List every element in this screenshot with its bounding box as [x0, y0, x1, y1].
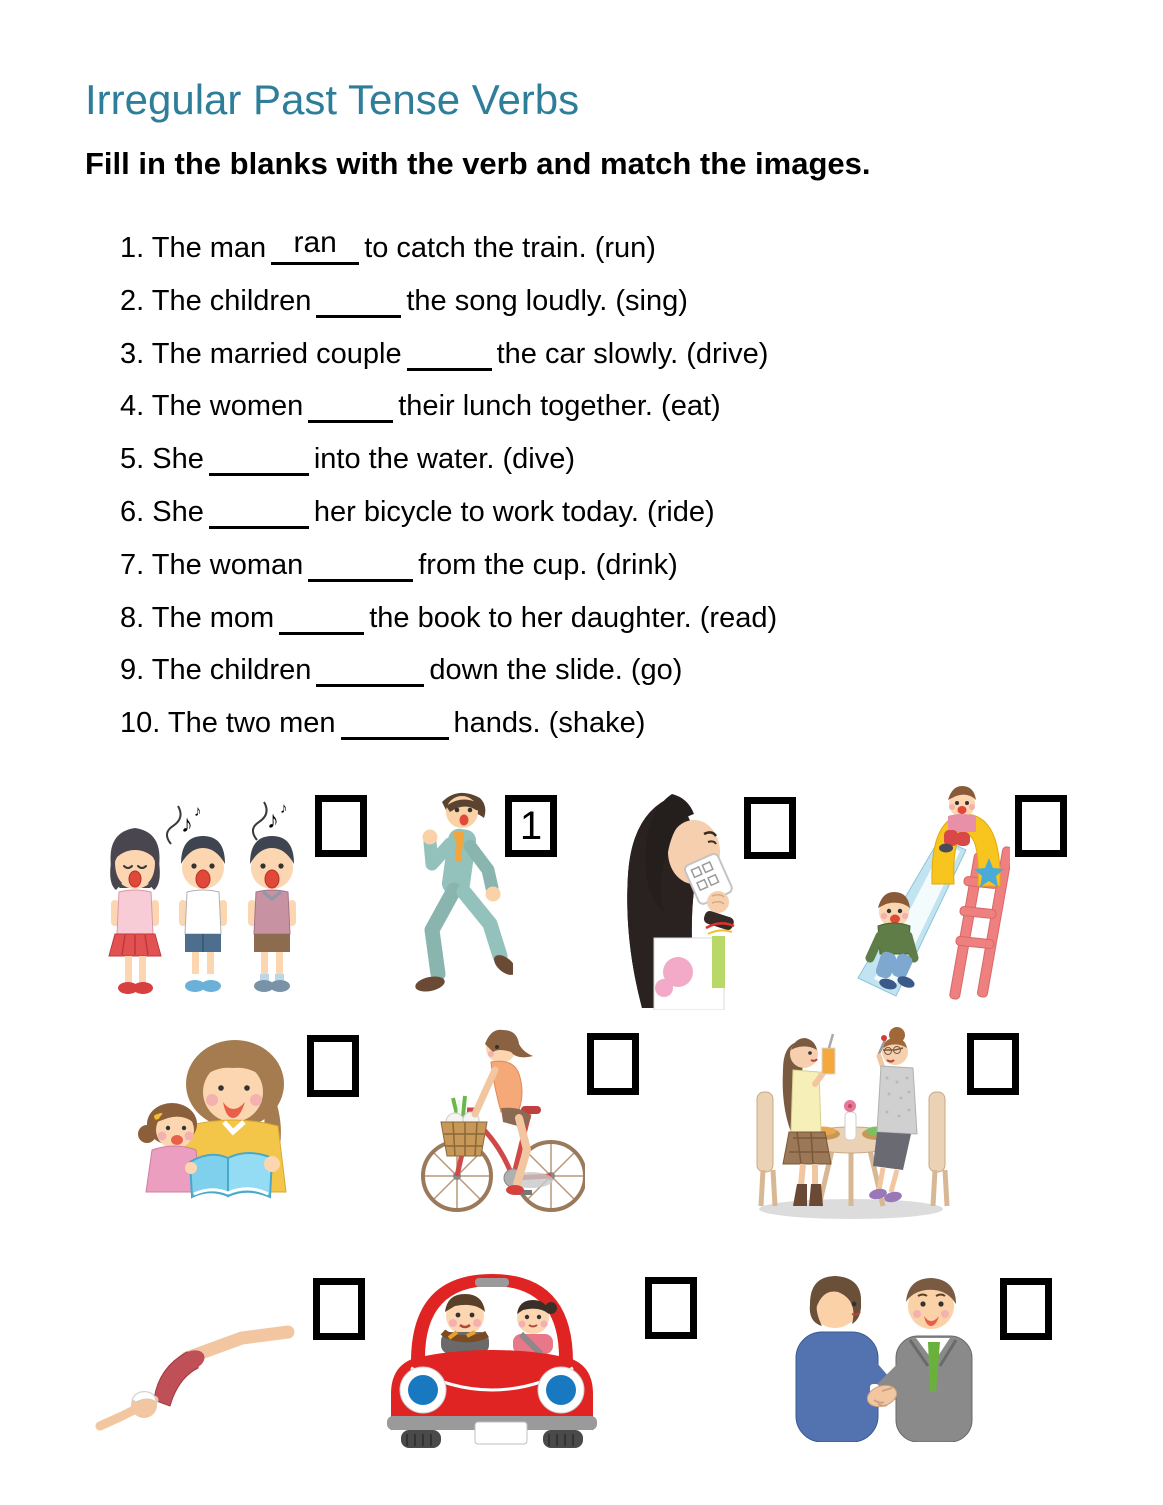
verb-hint: (drive): [686, 337, 769, 370]
match-box[interactable]: [645, 1277, 697, 1339]
question-text-post: the book to her daughter.: [369, 601, 692, 634]
question-text-pre: The woman: [151, 548, 304, 581]
page-title: Irregular Past Tense Verbs: [85, 76, 580, 123]
verb-hint: (drink): [595, 548, 678, 581]
question-number: 3.: [120, 337, 145, 370]
question-text-pre: The two men: [167, 707, 336, 740]
question-number: 1.: [120, 232, 145, 264]
verb-hint: (sing): [615, 284, 688, 317]
question-text-post: the car slowly.: [496, 337, 679, 370]
question-text-post: to catch the train.: [364, 232, 587, 264]
question-text-post: from the cup.: [418, 548, 588, 581]
figure-children-slide: [848, 774, 1010, 1010]
question-row: [120, 328, 777, 381]
answer-text: ran: [293, 226, 337, 259]
figure-woman-bicycle: [413, 1022, 585, 1218]
music-note-icon: ♪: [194, 803, 202, 820]
question-row: [120, 222, 777, 275]
answer-blank[interactable]: [407, 337, 492, 371]
question-number: 8.: [120, 601, 145, 634]
question-number: 5.: [120, 443, 145, 476]
verb-hint: (ride): [646, 495, 715, 528]
question-number: 4.: [120, 390, 145, 423]
question-number: 6.: [120, 495, 145, 528]
question-number: 10.: [120, 707, 161, 740]
question-text-post: hands.: [453, 707, 541, 740]
question-text-post: into the water.: [313, 443, 495, 476]
figure-man-running: [398, 782, 513, 1010]
figure-mom-reading: [132, 1032, 312, 1210]
verb-hint: (read): [699, 601, 778, 634]
question-text-post: the song loudly.: [406, 284, 608, 317]
answer-blank[interactable]: [341, 706, 449, 740]
question-text-pre: The married couple: [151, 337, 402, 370]
match-box[interactable]: [967, 1033, 1019, 1095]
verb-hint: (shake): [548, 707, 646, 740]
figure-women-lunch: [745, 1022, 957, 1222]
answer-blank[interactable]: [308, 548, 413, 582]
match-box[interactable]: [315, 795, 367, 857]
answer-blank[interactable]: [209, 495, 309, 529]
instructions-text: Fill in the blanks with the verb and match the images.: [85, 146, 871, 181]
question-text-pre: The women: [151, 390, 304, 423]
figure-car-couple: [383, 1272, 601, 1450]
question-row: [120, 486, 777, 539]
answer-blank[interactable]: [271, 226, 359, 265]
question-text-post: her bicycle to work today.: [313, 495, 639, 528]
question-row: [120, 380, 777, 433]
music-note-icon: ♪: [181, 811, 193, 838]
figure-woman-diving: [92, 1308, 297, 1438]
music-note-icon: ♪: [280, 800, 288, 817]
match-box[interactable]: [505, 795, 557, 857]
answer-blank[interactable]: [316, 653, 424, 687]
figure-men-handshake: [778, 1270, 983, 1442]
question-text-post: down the slide.: [429, 654, 623, 687]
match-box[interactable]: [744, 797, 796, 859]
match-box[interactable]: [1015, 795, 1067, 857]
question-text-pre: The children: [151, 654, 312, 687]
match-box[interactable]: [307, 1035, 359, 1097]
question-text-pre: She: [152, 495, 204, 528]
answer-blank[interactable]: [316, 284, 401, 318]
question-row: [120, 275, 777, 328]
question-row: [120, 592, 777, 645]
question-number: 9.: [120, 654, 145, 687]
verb-hint: (run): [594, 232, 656, 264]
answer-blank[interactable]: [209, 442, 309, 476]
verb-hint: (go): [630, 654, 683, 687]
question-number: 7.: [120, 548, 145, 581]
verb-hint: (eat): [661, 390, 721, 423]
figure-children-singing: [95, 798, 310, 1008]
match-box[interactable]: [1000, 1278, 1052, 1340]
question-text-pre: The children: [151, 284, 312, 317]
question-number: 2.: [120, 284, 145, 317]
question-row: [120, 539, 777, 592]
answer-blank[interactable]: [279, 601, 364, 635]
question-text-pre: The man: [151, 232, 267, 264]
match-box-value: 1: [519, 804, 543, 848]
question-text-pre: She: [152, 443, 204, 476]
question-row: [120, 433, 777, 486]
match-box[interactable]: [587, 1033, 639, 1095]
match-box[interactable]: [313, 1278, 365, 1340]
music-note-icon: ♪: [267, 807, 279, 834]
verb-hint: (dive): [502, 443, 575, 476]
answer-blank[interactable]: [308, 389, 393, 423]
figure-woman-drinking: [612, 790, 742, 1010]
question-list: [120, 222, 777, 750]
question-text-post: their lunch together.: [398, 390, 653, 423]
question-row: [120, 697, 777, 750]
question-text-pre: The mom: [151, 601, 275, 634]
question-row: [120, 644, 777, 697]
